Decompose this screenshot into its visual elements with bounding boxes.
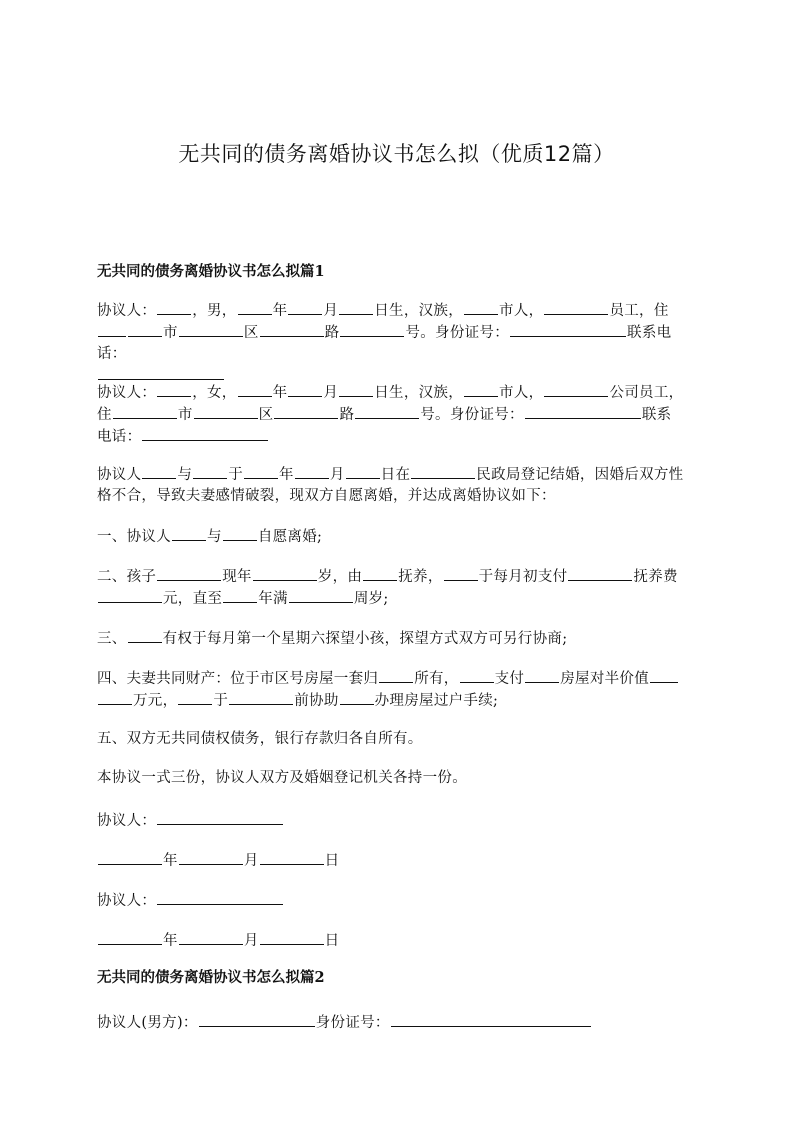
date-line-1: 年 月 日: [97, 850, 697, 872]
clause-5: 五、双方无共同债权债务，银行存款归各自所有。: [97, 731, 423, 747]
copies-statement: 本协议一式三份，协议人双方及婚姻登记机关各持一份。: [97, 770, 467, 786]
signature-line-2: 协议人：: [97, 890, 697, 912]
date-line-2: 年 月 日: [97, 930, 697, 952]
clause-3: 三、 有权于每月第一个星期六探望小孩，探望方式双方可另行协商;: [97, 628, 697, 650]
party-male-info: 协议人(男方)： 身份证号：: [97, 1012, 697, 1034]
party-1-info: 协议人： ，男， 年 月 日生，汉族， 市人， 员工，住市 区 路 号。身份证号： 联系电话：: [97, 300, 697, 387]
clause-1: 一、协议人 与 自愿离婚;: [97, 526, 697, 548]
signature-line-1: 协议人：: [97, 810, 697, 832]
clause-2: 二、孩子 现年 岁，由 抚养， 于每月初支付 抚养费 元，直至 年满 周岁;: [97, 566, 697, 610]
section-2-heading: 无共同的债务离婚协议书怎么拟篇2: [97, 969, 325, 986]
clause-4: 四、夫妻共同财产：位于市区号房屋一套归 所有， 支付 房屋对半价值 万元， 于 前协助 办理房屋过户手续;: [97, 668, 697, 712]
document-title: 无共同的债务离婚协议书怎么拟（优质12篇）: [178, 142, 615, 166]
section-1-heading: 无共同的债务离婚协议书怎么拟篇1: [97, 263, 325, 280]
marriage-statement: 协议人 与 于 年 月 日在 民政局登记结婚，因婚后双方性 格不合，导致夫妻感情破裂，现双方自愿离婚，并达成离婚协议如下：: [97, 464, 697, 507]
party-2-info: 协议人： ，女， 年 月 日生，汉族， 市人， 公司员工， 住 市 区 路 号。身份证号： 联系 电话：: [97, 382, 697, 448]
